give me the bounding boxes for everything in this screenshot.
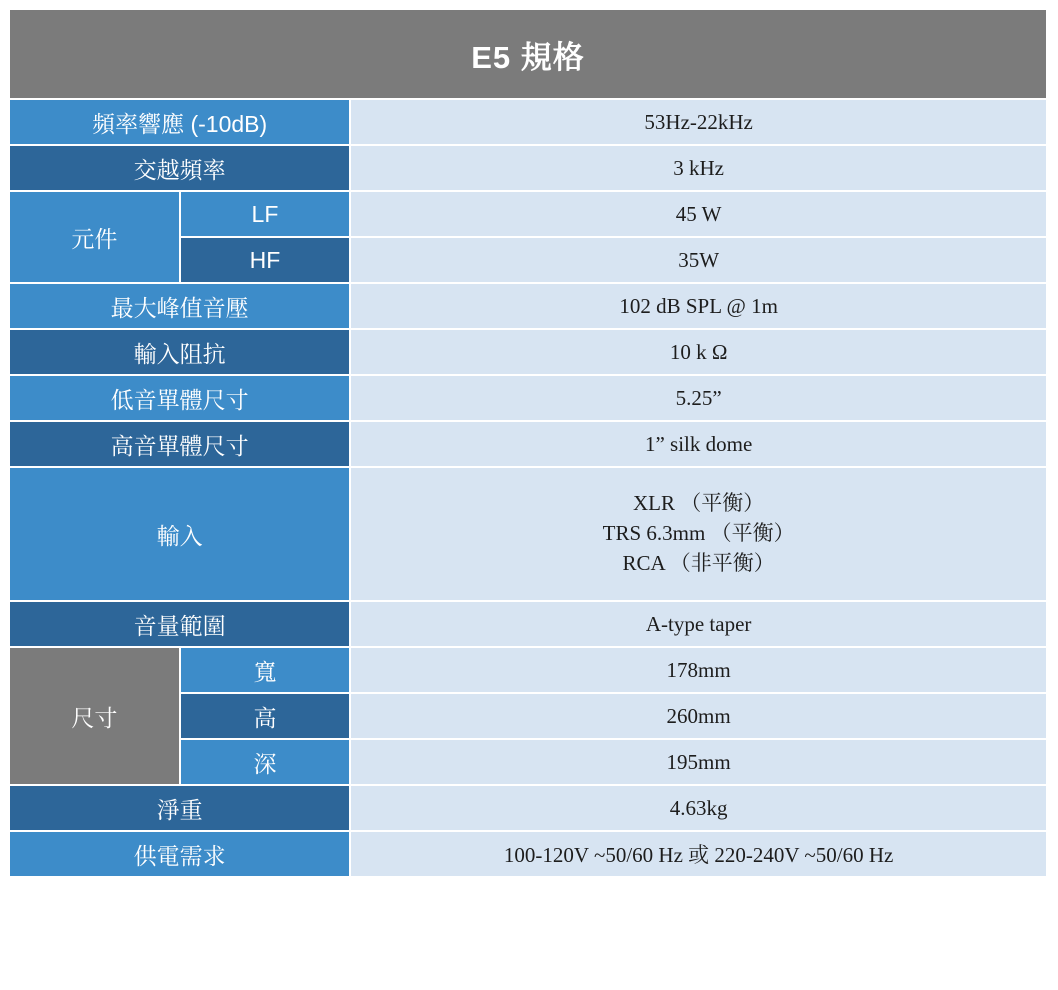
row-value-input-impedance: 10 k Ω (351, 330, 1046, 374)
row-label-input-impedance: 輸入阻抗 (10, 330, 349, 374)
row-value-crossover: 3 kHz (351, 146, 1046, 190)
row-sublabel-width: 寬 (181, 648, 350, 692)
row-label-max-spl: 最大峰值音壓 (10, 284, 349, 328)
row-label-components: 元件 (10, 192, 179, 282)
table-row (10, 330, 1046, 374)
page-title: E5 規格 (10, 10, 1046, 98)
table-row (10, 468, 1046, 600)
table-row (10, 146, 1046, 190)
row-value-volume-range: A-type taper (351, 602, 1046, 646)
row-value-width: 178mm (351, 648, 1046, 692)
table-row (10, 100, 1046, 144)
row-value-power-requirement: 100-120V ~50/60 Hz 或 220-240V ~50/60 Hz (351, 832, 1046, 876)
specifications-table (8, 8, 1048, 878)
row-value-net-weight: 4.63kg (351, 786, 1046, 830)
row-value-depth: 195mm (351, 740, 1046, 784)
input-option-rca: RCA （非平衡） (622, 550, 775, 575)
table-row (10, 832, 1046, 876)
row-value-woofer-size: 5.25” (351, 376, 1046, 420)
row-sublabel-hf: HF (181, 238, 350, 282)
row-label-tweeter-size: 高音單體尺寸 (10, 422, 349, 466)
row-value-lf: 45 W (351, 192, 1046, 236)
row-label-crossover: 交越頻率 (10, 146, 349, 190)
table-row (10, 648, 1046, 692)
input-option-xlr: XLR （平衡） (633, 491, 765, 516)
row-label-net-weight: 淨重 (10, 786, 349, 830)
row-sublabel-depth: 深 (181, 740, 350, 784)
row-label-power-requirement: 供電需求 (10, 832, 349, 876)
table-row (10, 602, 1046, 646)
row-value-height: 260mm (351, 694, 1046, 738)
row-label-dimensions: 尺寸 (10, 648, 179, 784)
table-row (10, 284, 1046, 328)
table-row (10, 786, 1046, 830)
input-option-trs: TRS 6.3mm （平衡） (602, 521, 795, 546)
table-title-row (10, 10, 1046, 98)
row-value-max-spl: 102 dB SPL @ 1m (351, 284, 1046, 328)
row-sublabel-height: 高 (181, 694, 350, 738)
row-label-volume-range: 音量範圍 (10, 602, 349, 646)
row-sublabel-lf: LF (181, 192, 350, 236)
table-row (10, 376, 1046, 420)
row-label-woofer-size: 低音單體尺寸 (10, 376, 349, 420)
row-label-inputs: 輸入 (10, 468, 349, 600)
row-value-hf: 35W (351, 238, 1046, 282)
spec-sheet (0, 8, 1058, 990)
row-value-frequency-response: 53Hz-22kHz (351, 100, 1046, 144)
table-row (10, 192, 1046, 236)
row-value-tweeter-size: 1” silk dome (351, 422, 1046, 466)
row-label-frequency-response: 頻率響應 (-10dB) (10, 100, 349, 144)
table-row (10, 422, 1046, 466)
row-value-inputs (351, 468, 1046, 600)
